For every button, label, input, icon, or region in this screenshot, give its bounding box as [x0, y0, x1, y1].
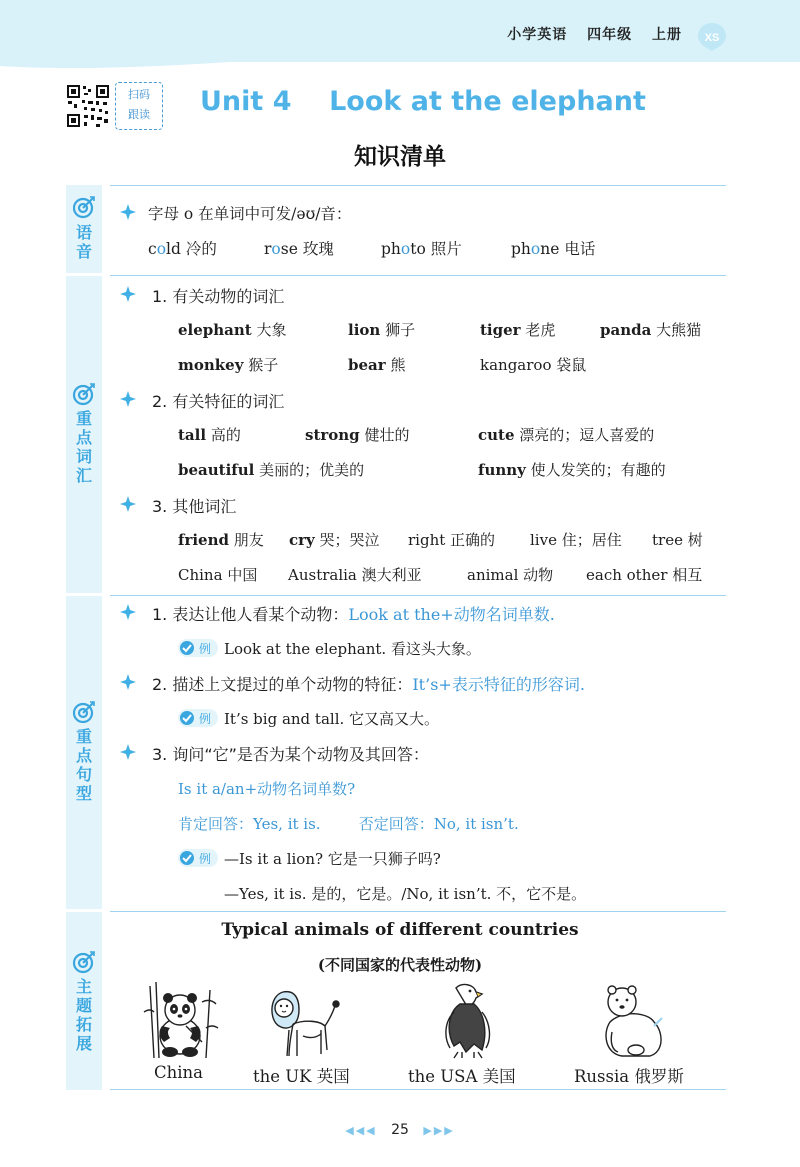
phonics-word: rose 玫瑰	[264, 240, 334, 258]
diamond-bullet-icon	[120, 744, 136, 760]
book-info	[493, 24, 682, 44]
target-icon	[72, 700, 96, 724]
vocab-word: cute 漂亮的；逗人喜爱的	[478, 426, 655, 444]
example-icon	[178, 849, 218, 867]
divider	[110, 595, 726, 596]
example-text: It’s big and tall. 它又高又大。	[224, 710, 440, 728]
sidebar-phonics	[66, 185, 102, 273]
header-curve	[0, 40, 800, 80]
diamond-bullet-icon	[120, 286, 136, 302]
animal-caption: the USA 美国	[408, 1067, 516, 1086]
page-title: 知识清单	[354, 144, 446, 170]
phonics-heading: 字母 o 在单词中可发/əʊ/音：	[148, 205, 352, 223]
vocab-word: China 中国	[178, 566, 258, 584]
divider	[110, 185, 726, 186]
scan-to-read-box	[115, 82, 163, 130]
animals-subtitle: (不同国家的代表性动物)	[317, 956, 483, 974]
example-label: 例	[198, 712, 212, 726]
sidebar-label-char: 点	[75, 428, 92, 447]
book-subject: 小学英语	[507, 27, 568, 43]
phonics-word: phone 电话	[511, 240, 596, 258]
page-number: 25	[391, 1122, 409, 1138]
sidebar-label-char: 拓	[75, 1015, 92, 1034]
scan-label: 扫码	[128, 88, 150, 101]
qr-code-icon[interactable]	[66, 84, 110, 128]
vocab-word: friend 朋友	[178, 531, 264, 549]
vocab-word: monkey 猴子	[178, 356, 279, 374]
sidebar-label-char: 重	[75, 409, 92, 428]
vocab-word: kangaroo 袋鼠	[480, 356, 587, 374]
sidebar-label-char: 型	[75, 784, 92, 803]
book-grade: 四年级	[587, 27, 633, 43]
diamond-bullet-icon	[120, 604, 136, 620]
panda-icon	[140, 982, 220, 1060]
vocab-animals-heading: 1. 有关动物的词汇	[152, 287, 285, 306]
vocab-word: tree 树	[652, 531, 703, 549]
vocab-word: tall 高的	[178, 426, 241, 444]
sidebar-vocab	[66, 276, 102, 593]
animal-caption: China	[154, 1063, 203, 1082]
left-arrows-icon: ◀◀◀	[345, 1124, 377, 1137]
vocab-word: elephant 大象	[178, 321, 287, 339]
sidebar-label-char: 音	[75, 242, 92, 261]
vocab-word: funny 使人发笑的；有趣的	[478, 461, 666, 479]
vocab-others-heading: 3. 其他词汇	[152, 497, 237, 516]
sidebar-label-char: 主	[75, 977, 92, 996]
read-along-label: 跟读	[128, 108, 150, 121]
vocab-word: strong 健壮的	[305, 426, 410, 444]
vocab-word: live 住；居住	[530, 531, 622, 549]
divider	[110, 1089, 726, 1090]
vocab-word: panda 大熊猫	[600, 321, 702, 339]
divider	[110, 275, 726, 276]
target-icon	[72, 195, 96, 219]
xs-badge-text: XS	[704, 32, 720, 44]
example-label: 例	[198, 642, 212, 656]
diamond-bullet-icon	[120, 391, 136, 407]
vocab-word: each other 相互	[586, 566, 703, 584]
right-arrows-icon: ▶▶▶	[423, 1124, 455, 1137]
sidebar-label-char: 题	[75, 996, 92, 1015]
sentence-3-pattern: Is it a/an+动物名词单数?	[178, 780, 356, 798]
diamond-bullet-icon	[120, 204, 136, 220]
polar-bear-icon	[592, 982, 670, 1060]
eagle-icon	[440, 982, 496, 1060]
sidebar-label-char: 点	[75, 746, 92, 765]
diamond-bullet-icon	[120, 496, 136, 512]
animal-caption: the UK 英国	[253, 1067, 350, 1086]
vocab-features-heading: 2. 有关特征的词汇	[152, 392, 285, 411]
sidebar-label-char: 词	[75, 447, 92, 466]
sentence-2: 2. 描述上文提过的单个动物的特征：It’s+表示特征的形容词.	[152, 675, 585, 694]
xs-badge-icon	[697, 22, 727, 52]
sidebar-label-char: 重	[75, 727, 92, 746]
lion-icon	[263, 984, 341, 1060]
vocab-word: animal 动物	[467, 566, 554, 584]
phonics-word: cold 冷的	[148, 240, 217, 258]
example-icon	[178, 709, 218, 727]
vocab-word: tiger 老虎	[480, 321, 556, 339]
vocab-word: beautiful 美丽的；优美的	[178, 461, 365, 479]
example-question: —Is it a lion? 它是一只狮子吗?	[224, 850, 441, 868]
divider	[110, 911, 726, 912]
diamond-bullet-icon	[120, 674, 136, 690]
sidebar-label-char: 汇	[75, 466, 92, 485]
example-answer: —Yes, it is. 是的，它是。/No, it isn’t. 不，它不是。	[224, 885, 587, 903]
page-footer	[0, 1122, 800, 1138]
sidebar-label-char: 展	[75, 1034, 92, 1053]
vocab-word: lion 狮子	[348, 321, 416, 339]
vocab-word: right 正确的	[408, 531, 496, 549]
example-icon	[178, 639, 218, 657]
sidebar-label-char: 句	[75, 765, 92, 784]
phonics-word: photo 照片	[381, 240, 462, 258]
vocab-word: Australia 澳大利亚	[288, 566, 422, 584]
animal-caption: Russia 俄罗斯	[574, 1067, 684, 1086]
book-volume: 上册	[652, 27, 682, 43]
sentence-3-answers: 肯定回答：Yes, it is. 否定回答：No, it isn’t.	[178, 815, 519, 833]
sidebar-label-char: 语	[75, 223, 92, 242]
vocab-word: bear 熊	[348, 356, 406, 374]
target-icon	[72, 382, 96, 406]
sentence-3: 3. 询问“它”是否为某个动物及其回答：	[152, 745, 429, 764]
sentence-1: 1. 表达让他人看某个动物：Look at the+动物名词单数.	[152, 605, 555, 624]
unit-title: Unit 4 Look at the elephant	[200, 86, 646, 117]
sidebar-sentences	[66, 596, 102, 909]
animals-title: Typical animals of different countries	[221, 920, 579, 940]
example-text: Look at the elephant. 看这头大象。	[224, 640, 481, 658]
example-label: 例	[198, 852, 212, 866]
vocab-word: cry 哭；哭泣	[289, 531, 380, 549]
